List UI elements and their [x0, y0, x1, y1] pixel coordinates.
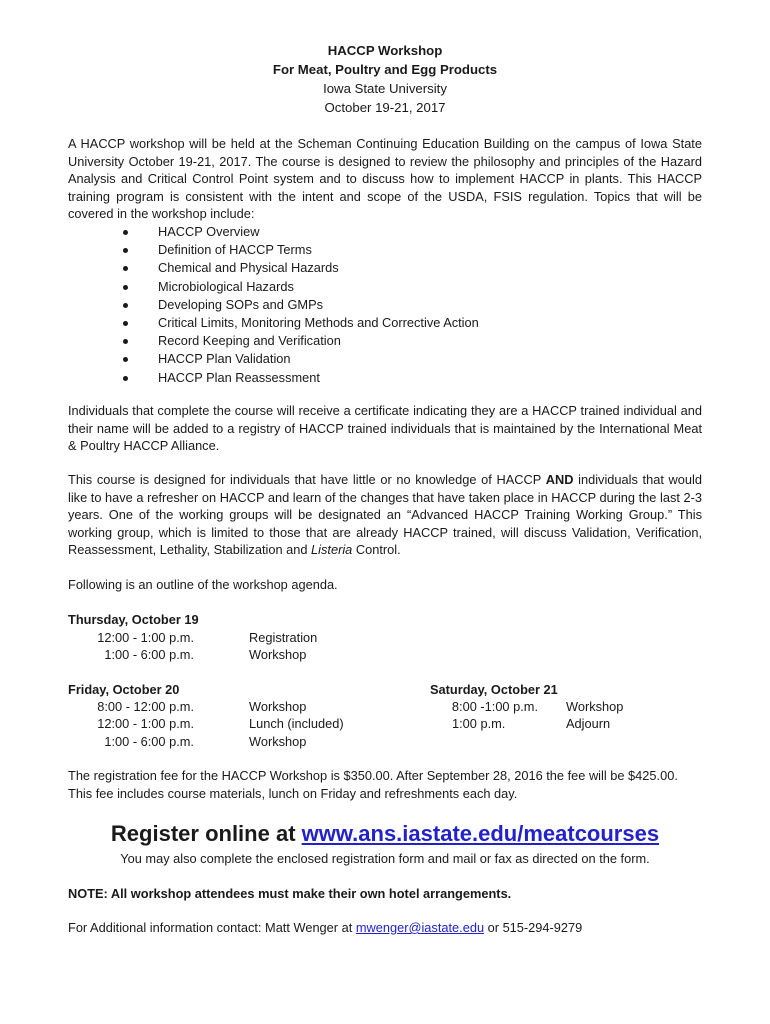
friday-time-3: 1:00 - 6:00 p.m. — [104, 734, 194, 749]
saturday-event-2: Adjourn — [566, 716, 611, 731]
friday-event-2: Lunch (included) — [249, 716, 344, 731]
thursday-time-1: 12:00 - 1:00 p.m. — [97, 630, 194, 645]
page-subtitle: For Meat, Poultry and Egg Products — [272, 62, 498, 77]
friday-time-1: 8:00 - 12:00 p.m. — [97, 699, 194, 714]
contact-email-link[interactable]: mwenger@iastate.edu — [355, 920, 485, 935]
friday-event-3: Workshop — [249, 734, 307, 749]
thursday-time-2: 1:00 - 6:00 p.m. — [104, 647, 194, 662]
bullet-icon — [123, 321, 128, 326]
saturday-heading: Saturday, October 21 — [430, 682, 558, 697]
thursday-event-2: Workshop — [249, 647, 307, 662]
topics-list — [120, 223, 620, 387]
saturday-time-1: 8:00 -1:00 p.m. — [451, 699, 538, 714]
list-item: Chemical and Physical Hazards — [120, 259, 620, 277]
thursday-event-1: Registration — [249, 630, 318, 645]
bullet-icon — [123, 376, 128, 381]
bullet-icon — [123, 248, 128, 253]
friday-time-2: 12:00 - 1:00 p.m. — [97, 716, 194, 731]
list-item: Developing SOPs and GMPs — [120, 296, 620, 314]
list-item: Microbiological Hazards — [120, 278, 620, 296]
listeria-italic: Listeria — [311, 542, 353, 557]
certificate-paragraph: Individuals that complete the course will receive a certificate indicating they are a HACCP trained individual and their name will be added to a registry of HACCP trained individuals that is maintained by the International Meat & Poultry HACCP Alliance. — [68, 403, 702, 453]
register-heading: Register online at www.ans.iastate.edu/meatcourses — [110, 821, 660, 846]
hotel-note: NOTE: All workshop attendees must make their own hotel arrangements. — [68, 886, 512, 901]
list-item: HACCP Plan Validation — [120, 350, 620, 368]
friday-heading: Friday, October 20 — [68, 682, 180, 697]
emphasis-and: AND — [545, 472, 574, 487]
intro-paragraph: A HACCP workshop will be held at the Scheman Continuing Education Building on the campus of Iowa State University October 19-21, 2017. The course is designed to review the philosophy and principles of the Hazard Analysis and Critical Control Point system and to discuss how to implement HACCP in plants. This HACCP training program is consistent with the intent and scope of the USDA, FSIS regulation. Topics that will be covered in the workshop include: — [68, 136, 702, 221]
thursday-heading: Thursday, October 19 — [68, 612, 199, 627]
saturday-event-1: Workshop — [566, 699, 624, 714]
bullet-icon — [123, 357, 128, 362]
register-link[interactable]: www.ans.iastate.edu/meatcourses — [301, 821, 660, 846]
university-name: Iowa State University — [323, 81, 447, 96]
list-item: Record Keeping and Verification — [120, 332, 620, 350]
bullet-icon — [123, 266, 128, 271]
list-item: Critical Limits, Monitoring Methods and Corrective Action — [120, 314, 620, 332]
bullet-icon — [123, 303, 128, 308]
friday-event-1: Workshop — [249, 699, 307, 714]
saturday-time-2: 1:00 p.m. — [452, 716, 506, 731]
list-item: HACCP Plan Reassessment — [120, 369, 620, 387]
bullet-icon — [123, 339, 128, 344]
bullet-icon — [123, 285, 128, 290]
page-title: HACCP Workshop — [327, 43, 443, 58]
agenda-intro: Following is an outline of the workshop agenda. — [68, 577, 338, 592]
list-item: Definition of HACCP Terms — [120, 241, 620, 259]
audience-paragraph: This course is designed for individuals that have little or no knowledge of HACCP AND individuals that would like to have a refresher on HACCP and learn of the changes that have taken place in HACCP during the last 2-3 years. One of the working groups will be designated an “Advanced HACCP Training Working Group.” This working group, which is limited to those that are already HACCP trained, will discuss Validation, Verification, Reassessment, Lethality, Stabilization and Listeria Control. — [68, 472, 702, 557]
register-alternative: You may also complete the enclosed registration form and mail or fax as directed on the form. — [120, 851, 650, 866]
contact-line: For Additional information contact: Matt Wenger at mwenger@iastate.edu or 515-294-9279 — [68, 920, 583, 935]
header — [0, 41, 770, 117]
fee-paragraph: The registration fee for the HACCP Workshop is $350.00. After September 28, 2016 the fee will be $425.00. This fee includes course materials, lunch on Friday and refreshments each day. — [68, 768, 678, 801]
event-dates: October 19-21, 2017 — [324, 100, 446, 115]
bullet-icon — [123, 230, 128, 235]
list-item: HACCP Overview — [120, 223, 620, 241]
